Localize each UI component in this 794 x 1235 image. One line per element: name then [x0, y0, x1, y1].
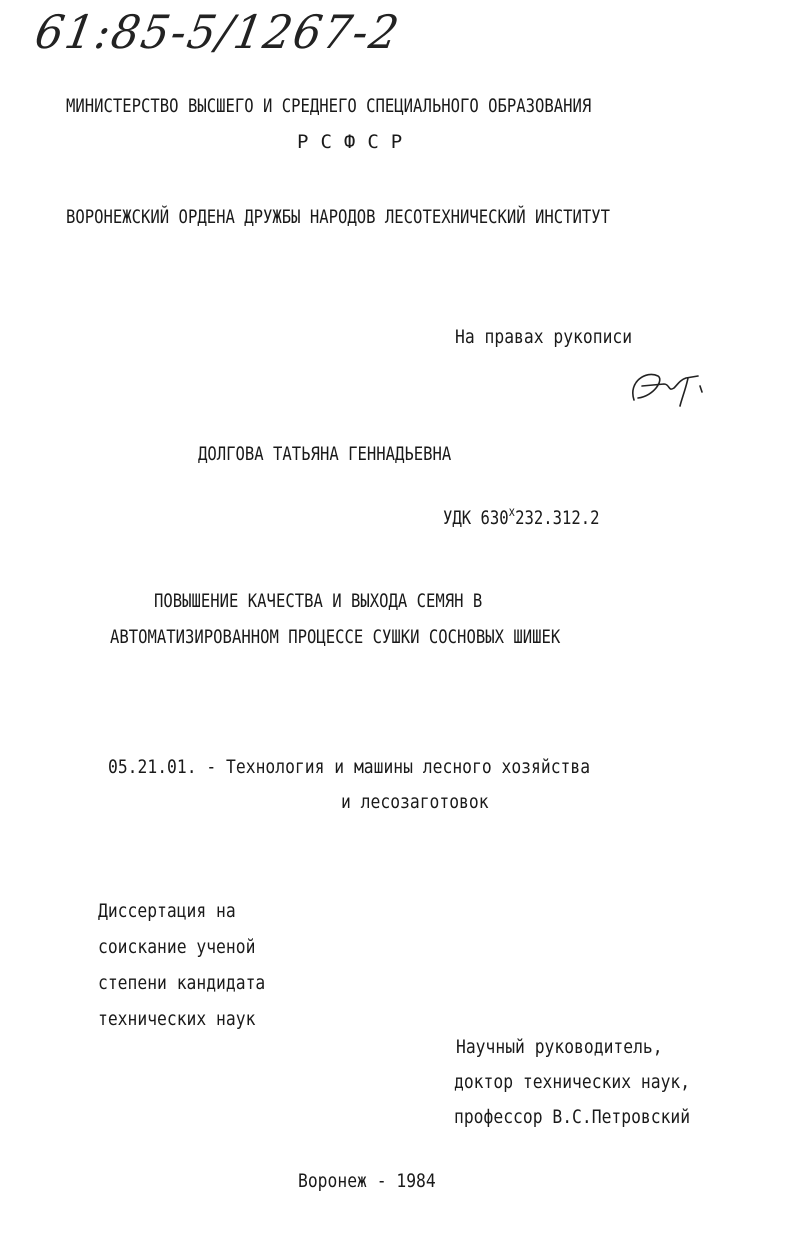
dissertation-note-line-1: Диссертация на: [98, 900, 236, 922]
archive-code: 61:85-5/1267-2: [31, 5, 405, 59]
udc-code: [443, 507, 600, 529]
place-and-year: Воронеж - 1984: [298, 1170, 436, 1192]
specialty-line-2: и лесозаготовок: [341, 791, 489, 813]
institute-header: ВОРОНЕЖСКИЙ ОРДЕНА ДРУЖБЫ НАРОДОВ ЛЕСОТЕХНИЧЕСКИЙ ИНСТИТУТ: [66, 206, 611, 228]
udc-superscript: x: [508, 505, 516, 520]
dissertation-title-line-2: АВТОМАТИЗИРОВАННОМ ПРОЦЕССЕ СУШКИ СОСНОВЫХ ШИШЕК: [110, 626, 561, 648]
manuscript-note: На правах рукописи: [455, 326, 633, 348]
udc-suffix: 232.312.2: [515, 507, 600, 529]
dissertation-note-line-3: степени кандидата: [98, 972, 266, 994]
dissertation-note-line-4: технических наук: [98, 1008, 256, 1030]
supervisor-line-3: профессор В.С.Петровский: [454, 1106, 691, 1128]
udc-prefix: УДК 630: [443, 507, 509, 529]
dissertation-note-line-2: соискание ученой: [98, 936, 256, 958]
dissertation-title-line-1: ПОВЫШЕНИЕ КАЧЕСТВА И ВЫХОДА СЕМЯН В: [154, 590, 483, 612]
supervisor-line-1: Научный руководитель,: [456, 1036, 663, 1058]
ministry-header: МИНИСТЕРСТВО ВЫСШЕГО И СРЕДНЕГО СПЕЦИАЛЬНОГО ОБРАЗОВАНИЯ: [66, 95, 592, 117]
specialty-line-1: 05.21.01. - Технология и машины лесного хозяйства: [108, 756, 591, 778]
author-name: ДОЛГОВА ТАТЬЯНА ГЕННАДЬЕВНА: [198, 443, 452, 465]
republic-header: РСФСР: [297, 131, 415, 153]
signature-icon: [624, 362, 708, 410]
supervisor-line-2: доктор технических наук,: [454, 1071, 691, 1093]
